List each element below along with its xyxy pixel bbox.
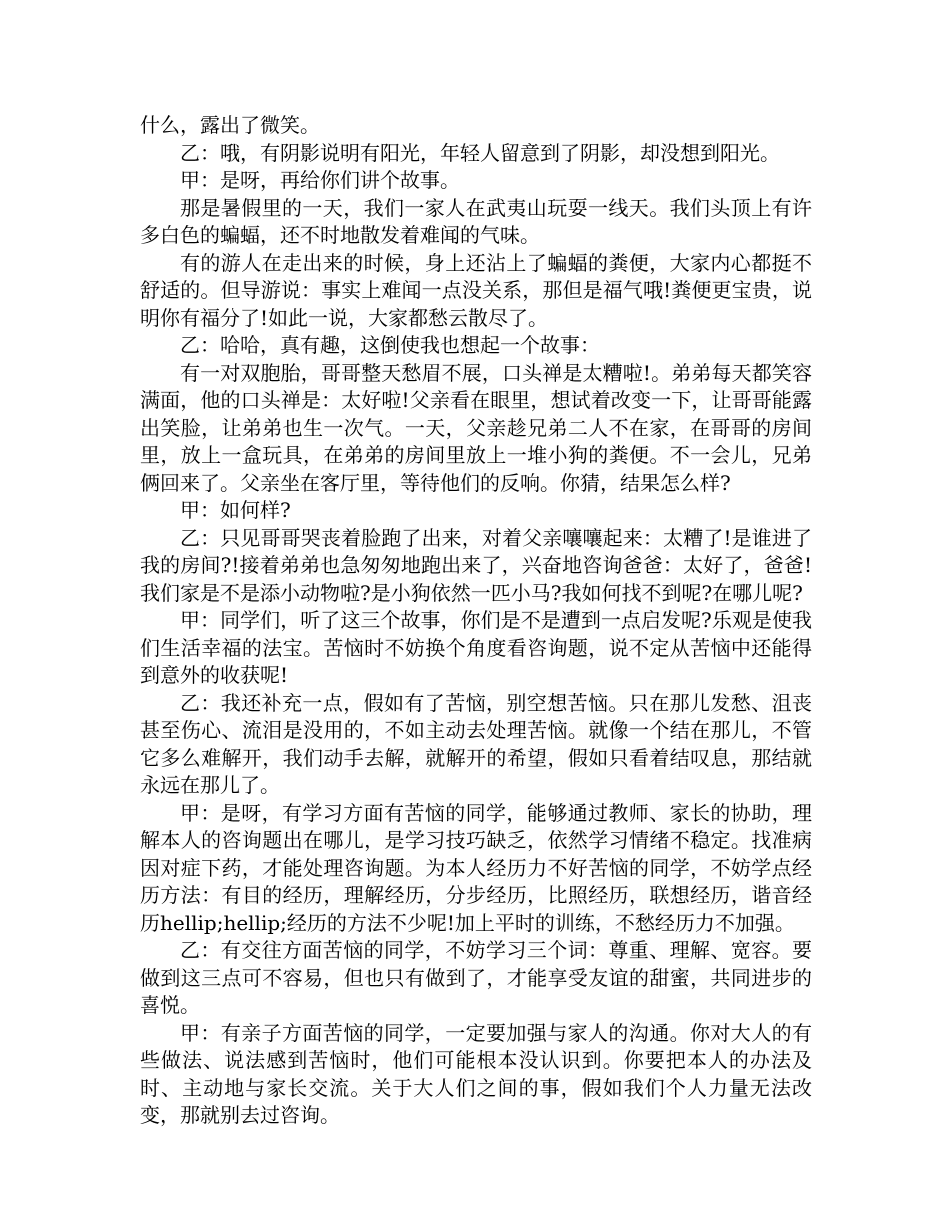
paragraph: 乙：哈哈，真有趣，这倒使我也想起一个故事：	[180, 333, 600, 357]
paragraph: 甲：如何样?	[180, 498, 291, 522]
paragraph: 乙：哦，有阴影说明有阳光，年轻人留意到了阴影，却没想到阳光。	[180, 140, 780, 165]
paragraph: 那是暑假里的一天，我们一家人在武夷山玩耍一线天。我们头顶上有许多白色的蝙蝠，还不时地散发着难闻的气味。	[140, 195, 812, 247]
paragraph: 乙：我还补充一点，假如有了苦恼，别空想苦恼。只在那儿发愁、沮丧甚至伤心、流泪是没用的，不如主动去处理苦恼。就像一个结在那儿，不管它多么难解开，我们动手去解，就解开的希望，假如只看着结叹息，那结就永远在那儿了。	[140, 690, 812, 797]
paragraph: 有的游人在走出来的时候，身上还沾上了蝙蝠的粪便，大家内心都挺不舒适的。但导游说：事实上难闻一点没关系，那但是福气哦!粪便更宝贵，说明你有福分了!如此一说，大家都愁云散尽了。	[140, 250, 812, 330]
paragraph: 有一对双胞胎，哥哥整天愁眉不展，口头禅是太糟啦!。弟弟每天都笑容满面，他的口头禅是：太好啦!父亲看在眼里，想试着改变一下，让哥哥能露出笑脸，让弟弟也生一次气。一天，父亲趁兄弟二人不在家，在哥哥的房间里，放上一盒玩具，在弟弟的房间里放上一堆小狗的粪便。不一会儿，兄弟俩回来了。父亲坐在客厅里，等待他们的反响。你猜，结果怎么样?	[140, 360, 812, 495]
paragraph: 乙：只见哥哥哭丧着脸跑了出来，对着父亲嚷嚷起来：太糟了!是谁进了我的房间?!接着弟弟也急匆匆地跑出来了，兴奋地咨询爸爸：太好了，爸爸!我们家是不是添小动物啦?是小狗依然一匹小马?我如何找不到呢?在哪儿呢?	[140, 525, 812, 605]
paragraph: 甲：有亲子方面苦恼的同学，一定要加强与家人的沟通。你对大人的有些做法、说法感到苦恼时，他们可能根本没认识到。你要把本人的办法及时、主动地与家长交流。关于大人们之间的事，假如我们个人力量无法改变，那就别去过咨询。	[140, 1020, 812, 1127]
paragraph: 甲：是呀，再给你们讲个故事。	[180, 168, 460, 192]
paragraph: 甲：是呀，有学习方面有苦恼的同学，能够通过教师、家长的协助，理解本人的咨询题出在哪儿，是学习技巧缺乏，依然学习情绪不稳定。找准病因对症下药，才能处理咨询题。为本人经历力不好苦恼的同学，不妨学点经历方法：有目的经历，理解经历，分步经历，比照经历，联想经历，谐音经历hellip;hellip;经历的方法不少呢!加上平时的训练，不愁经历力不加强。	[140, 800, 812, 935]
document-page	[140, 112, 812, 1130]
paragraph: 什么，露出了微笑。	[140, 113, 320, 137]
paragraph: 乙：有交往方面苦恼的同学，不妨学习三个词：尊重、理解、宽容。要做到这三点可不容易，但也只有做到了，才能享受友谊的甜蜜，共同进步的喜悦。	[140, 938, 812, 1017]
paragraph: 甲：同学们，听了这三个故事，你们是不是遭到一点启发呢?乐观是使我们生活幸福的法宝。苦恼时不妨换个角度看咨询题，说不定从苦恼中还能得到意外的收获呢!	[140, 608, 812, 687]
